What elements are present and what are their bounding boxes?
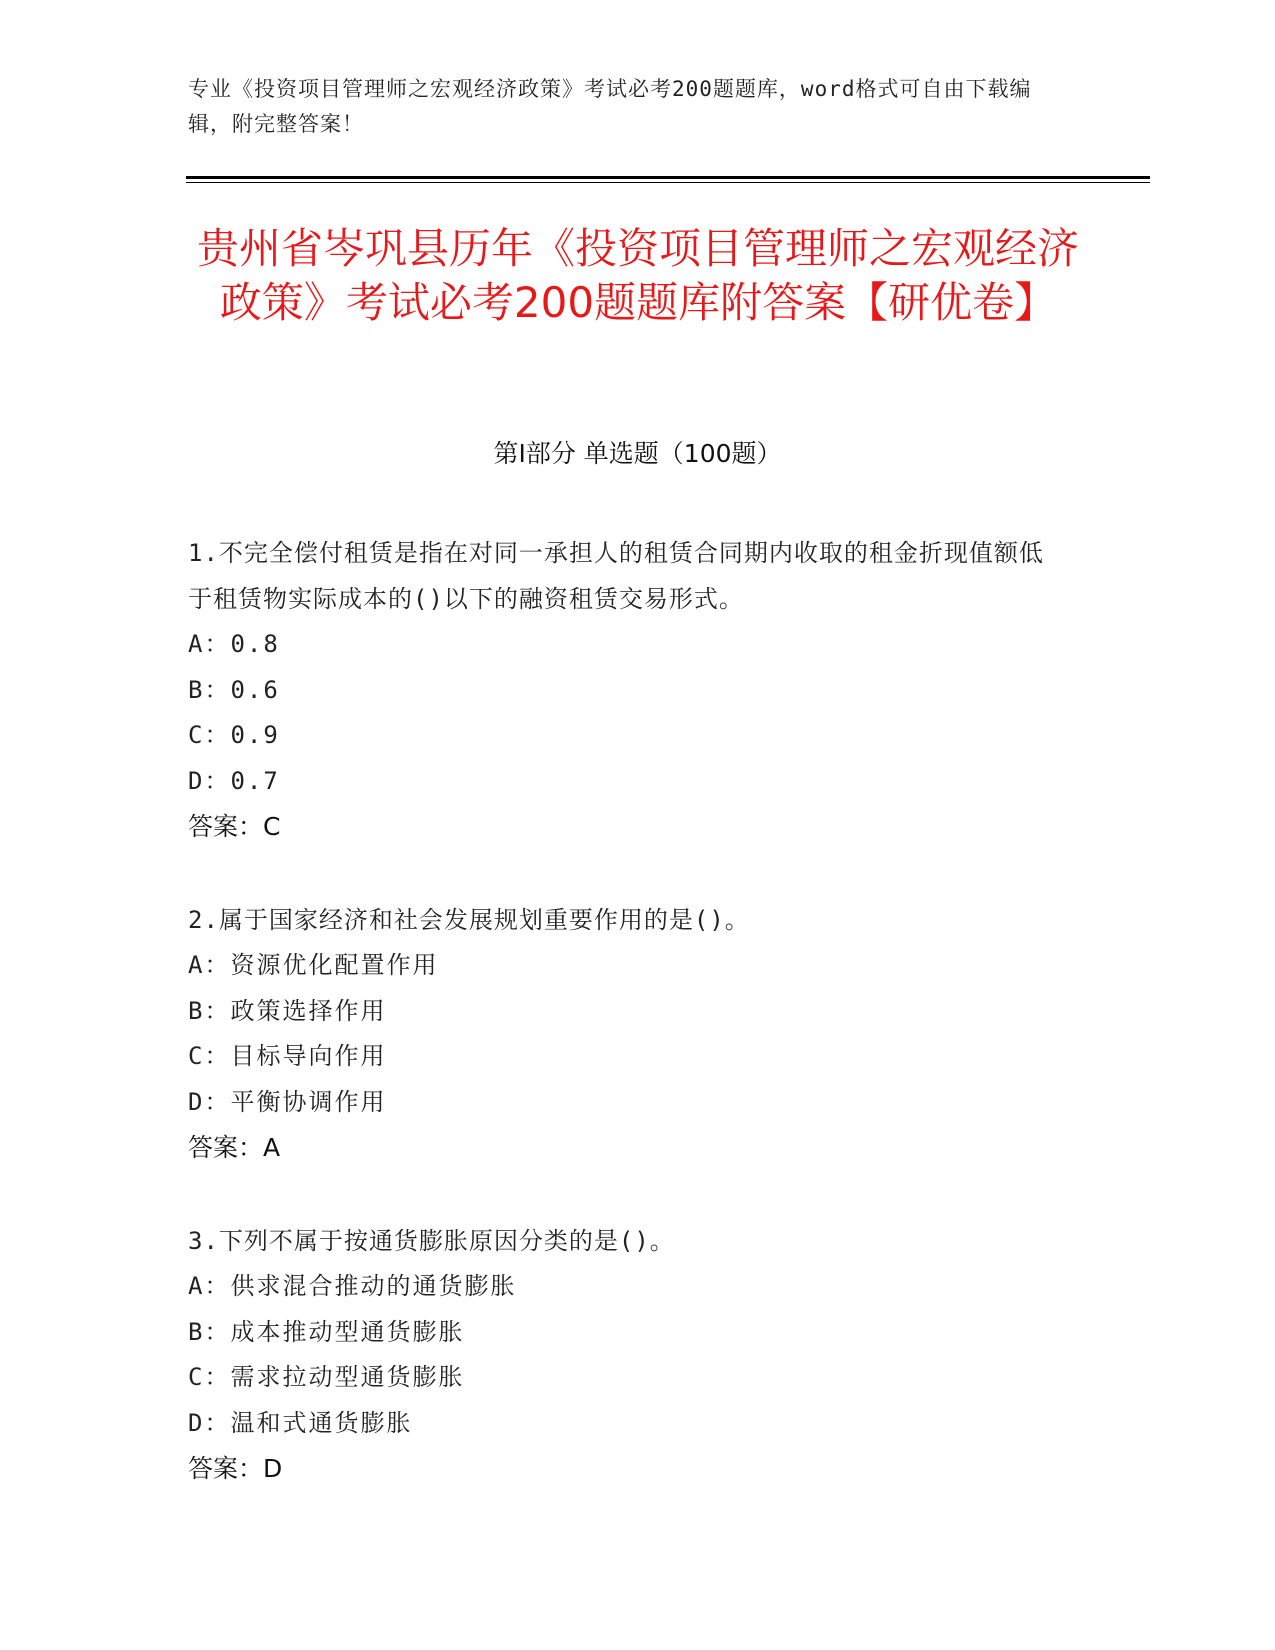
- section-title: 第Ⅰ部分 单选题（100题）: [493, 439, 782, 468]
- option-b: B：0.6: [188, 675, 280, 704]
- question-stem: 1.不完全偿付租赁是指在对同一承担人的租赁合同期内收取的租金折现值额低于租赁物实际成本的()以下的融资租赁交易形式。: [188, 539, 1044, 613]
- option-d: D：0.7: [188, 766, 280, 795]
- header-note: 专业《投资项目管理师之宏观经济政策》考试必考200题题库，word格式可自由下载编辑，附完整答案！: [188, 77, 1032, 136]
- answer: 答案：D: [188, 1454, 283, 1483]
- question-1: [188, 530, 1068, 850]
- answer: 答案：C: [188, 812, 281, 841]
- option-d: D：温和式通货膨胀: [188, 1408, 413, 1437]
- answer: 答案：A: [188, 1133, 281, 1162]
- question-stem: 3.下列不属于按通货膨胀原因分类的是()。: [188, 1227, 675, 1255]
- question-3: [188, 1218, 1068, 1492]
- option-a: A：供求混合推动的通货膨胀: [188, 1272, 517, 1300]
- option-c: C：0.9: [188, 721, 280, 749]
- option-c: C：目标导向作用: [188, 1042, 387, 1070]
- header-rule-thin: [186, 182, 1150, 183]
- option-a: A：资源优化配置作用: [188, 951, 439, 979]
- document-title: 贵州省岑巩县历年《投资项目管理师之宏观经济政策》考试必考200题题库附答案【研优卷】: [196, 224, 1079, 327]
- header-rule-thick: [186, 176, 1150, 179]
- option-c: C：需求拉动型通货膨胀: [188, 1363, 465, 1391]
- option-b: B：政策选择作用: [188, 996, 387, 1025]
- question-list: [188, 530, 1068, 1539]
- option-b: B：成本推动型通货膨胀: [188, 1317, 465, 1346]
- option-d: D：平衡协调作用: [188, 1087, 387, 1116]
- option-a: A：0.8: [188, 630, 280, 658]
- question-stem: 2.属于国家经济和社会发展规划重要作用的是()。: [188, 906, 750, 934]
- question-2: [188, 897, 1068, 1171]
